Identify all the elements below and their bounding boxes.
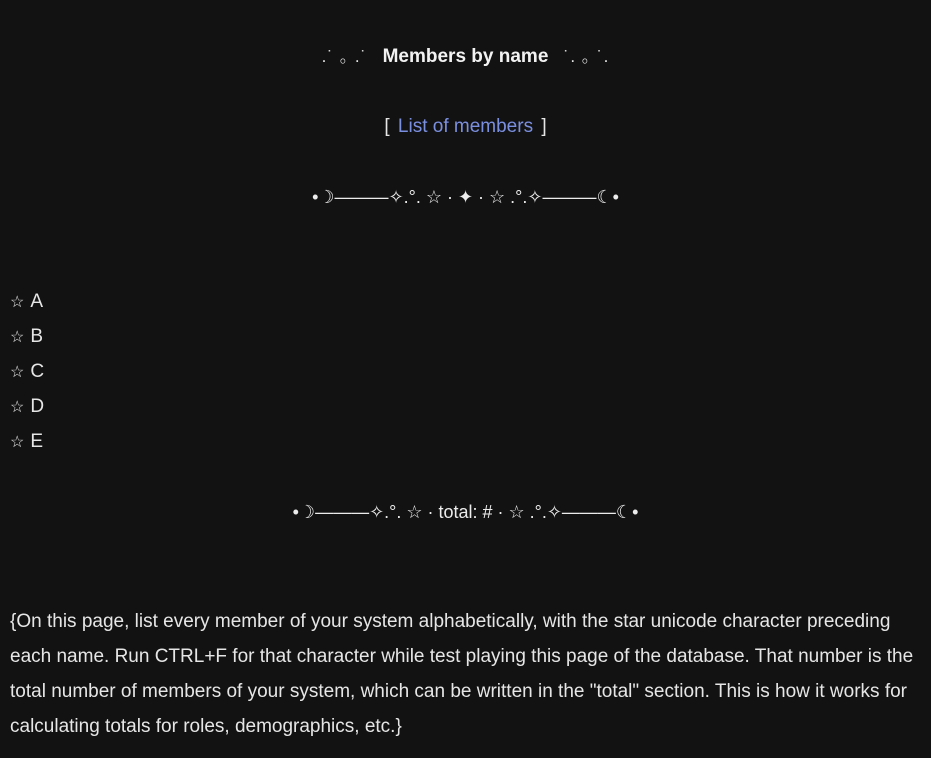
- divider-top: •☽———✧.°. ☆ · ✦ · ☆ .°.✧———☾•: [312, 187, 619, 207]
- bracket-open: [: [384, 116, 390, 137]
- member-list-item: [10, 394, 44, 429]
- title-decoration-right: ˙. ｡ ˙.: [563, 47, 610, 66]
- instructions-note: {On this page, list every member of your system alphabetically, with the star unicode character preceding each name. Run CTRL+F for that character while test playing this page of the database. That number is the total number of members of your system, which can be written in the "total" section. This is how it works for calculating totals for roles, demographics, etc.}: [10, 611, 914, 737]
- member-name: E: [30, 431, 44, 452]
- page-title: Members by name: [382, 46, 549, 67]
- bracket-close: ]: [541, 116, 547, 137]
- star-icon: ☆: [10, 294, 25, 311]
- star-icon: ☆: [10, 329, 25, 346]
- member-name: B: [30, 326, 44, 347]
- member-list-item: [10, 429, 44, 464]
- member-name: C: [30, 361, 45, 382]
- member-list-item: [10, 359, 44, 394]
- members-nav: [0, 114, 931, 140]
- member-list-item: [10, 324, 44, 359]
- title-decoration-left: .˙ ｡ .˙: [321, 47, 368, 66]
- member-list-item: [10, 289, 44, 324]
- member-name: A: [30, 291, 44, 312]
- page-header: [0, 44, 931, 70]
- list-of-members-link[interactable]: List of members: [397, 116, 534, 137]
- star-icon: ☆: [10, 364, 25, 381]
- star-icon: ☆: [10, 434, 25, 451]
- member-list: [10, 289, 44, 464]
- star-icon: ☆: [10, 399, 25, 416]
- divider-total: •☽———✧.°. ☆ · total: # · ☆ .°.✧———☾•: [292, 502, 639, 522]
- member-name: D: [30, 396, 45, 417]
